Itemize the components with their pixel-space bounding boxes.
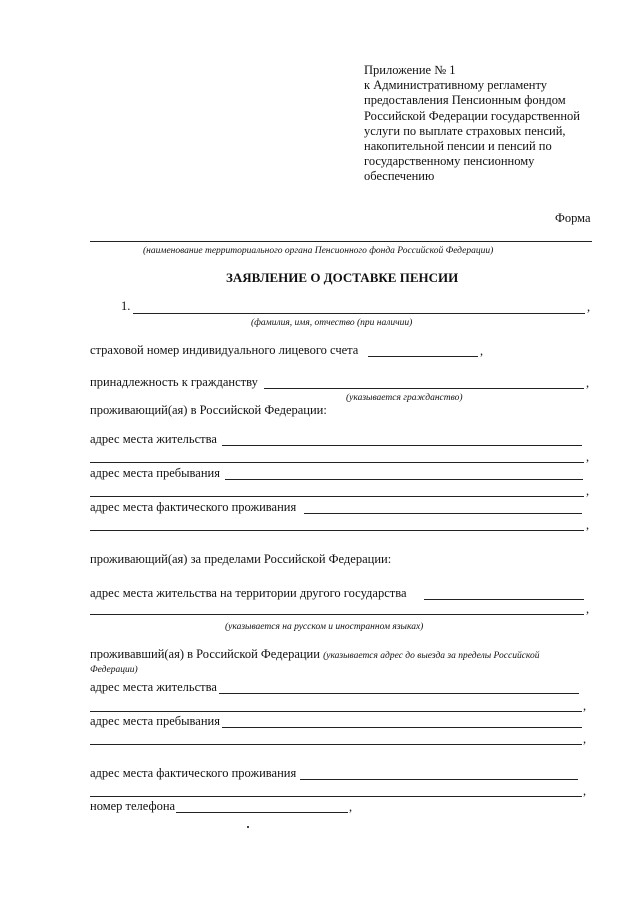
foreign-address-field-2[interactable] <box>90 614 584 615</box>
appendix-line: к Административному регламенту <box>364 78 548 93</box>
appendix-line: Приложение № 1 <box>364 63 456 77</box>
speck <box>247 826 249 828</box>
item-number: 1. <box>121 299 131 313</box>
previously-residing-hint-2: Федерации) <box>90 665 138 675</box>
residing-abroad-heading: проживающий(ая) за пределами Российской Федерации: <box>90 552 392 566</box>
organ-name-field[interactable] <box>90 241 592 242</box>
actual-address-label: адрес места фактического проживания <box>90 500 297 514</box>
stay-address-field-2[interactable] <box>90 496 584 497</box>
document-title: ЗАЯВЛЕНИЕ О ДОСТАВКЕ ПЕНСИИ <box>226 270 459 285</box>
organ-name-hint: (наименование территориального органа Пенсионного фонда Российской Федерации) <box>143 246 494 256</box>
appendix-line: обеспечению <box>364 169 435 184</box>
actual-address-field[interactable] <box>304 513 582 514</box>
residence-address-field-2[interactable] <box>90 462 584 463</box>
comma: , <box>587 300 591 314</box>
foreign-address-hint: (указывается на русском и иностранном языках) <box>225 622 424 632</box>
prev-stay-address-field[interactable] <box>222 727 582 728</box>
full-name-hint: (фамилия, имя, отчество (при наличии) <box>251 318 413 328</box>
citizenship-label: принадлежность к гражданству <box>90 375 258 389</box>
foreign-address-field[interactable] <box>424 599 584 600</box>
prev-actual-address-field-2[interactable] <box>90 796 582 797</box>
prev-actual-address-label: адрес места фактического проживания <box>90 766 297 780</box>
prev-residence-address-label: адрес места жительства <box>90 680 217 694</box>
prev-stay-address-field-2[interactable] <box>90 744 582 745</box>
full-name-field[interactable] <box>133 313 585 314</box>
previously-residing-label: проживавший(ая) в Российской Федерации <box>90 647 320 661</box>
comma: , <box>583 732 587 746</box>
appendix-line: Российской Федерации государственной <box>364 108 580 123</box>
residence-address-label: адрес места жительства <box>90 432 217 446</box>
actual-address-field-2[interactable] <box>90 530 584 531</box>
comma: , <box>586 602 590 616</box>
phone-field[interactable] <box>176 812 348 813</box>
comma: , <box>583 699 587 713</box>
prev-residence-address-field-2[interactable] <box>90 711 582 712</box>
appendix-block <box>364 63 580 185</box>
appendix-line: государственному пенсионному <box>364 154 535 169</box>
prev-stay-address-label: адрес места пребывания <box>90 714 220 728</box>
comma: , <box>586 376 590 390</box>
appendix-line: услуги по выплате страховых пенсий, <box>364 123 566 138</box>
appendix-line: предоставления Пенсионным фондом <box>364 93 566 108</box>
citizenship-field[interactable] <box>264 388 584 389</box>
residing-rf-heading: проживающий(ая) в Российской Федерации: <box>90 403 327 417</box>
appendix-line: накопительной пенсии и пенсий по <box>364 139 552 154</box>
comma: , <box>586 484 590 498</box>
comma: , <box>583 784 587 798</box>
snils-label: страховой номер индивидуального лицевого счета <box>90 343 359 357</box>
previously-residing-heading <box>90 647 540 664</box>
stay-address-field[interactable] <box>225 479 583 480</box>
comma: , <box>349 800 353 814</box>
citizenship-hint: (указывается гражданство) <box>346 393 463 403</box>
foreign-address-label: адрес места жительства на территории другого государства <box>90 586 407 600</box>
stay-address-label: адрес места пребывания <box>90 466 220 480</box>
previously-residing-hint: (указывается адрес до выезда за пределы Российской <box>323 651 540 661</box>
phone-label: номер телефона <box>90 799 176 813</box>
prev-residence-address-field[interactable] <box>219 693 579 694</box>
prev-actual-address-field[interactable] <box>300 779 578 780</box>
comma: , <box>586 518 590 532</box>
snils-field[interactable] <box>368 356 478 357</box>
comma: , <box>480 344 484 358</box>
residence-address-field[interactable] <box>222 445 582 446</box>
form-label: Форма <box>555 211 591 225</box>
comma: , <box>586 450 590 464</box>
